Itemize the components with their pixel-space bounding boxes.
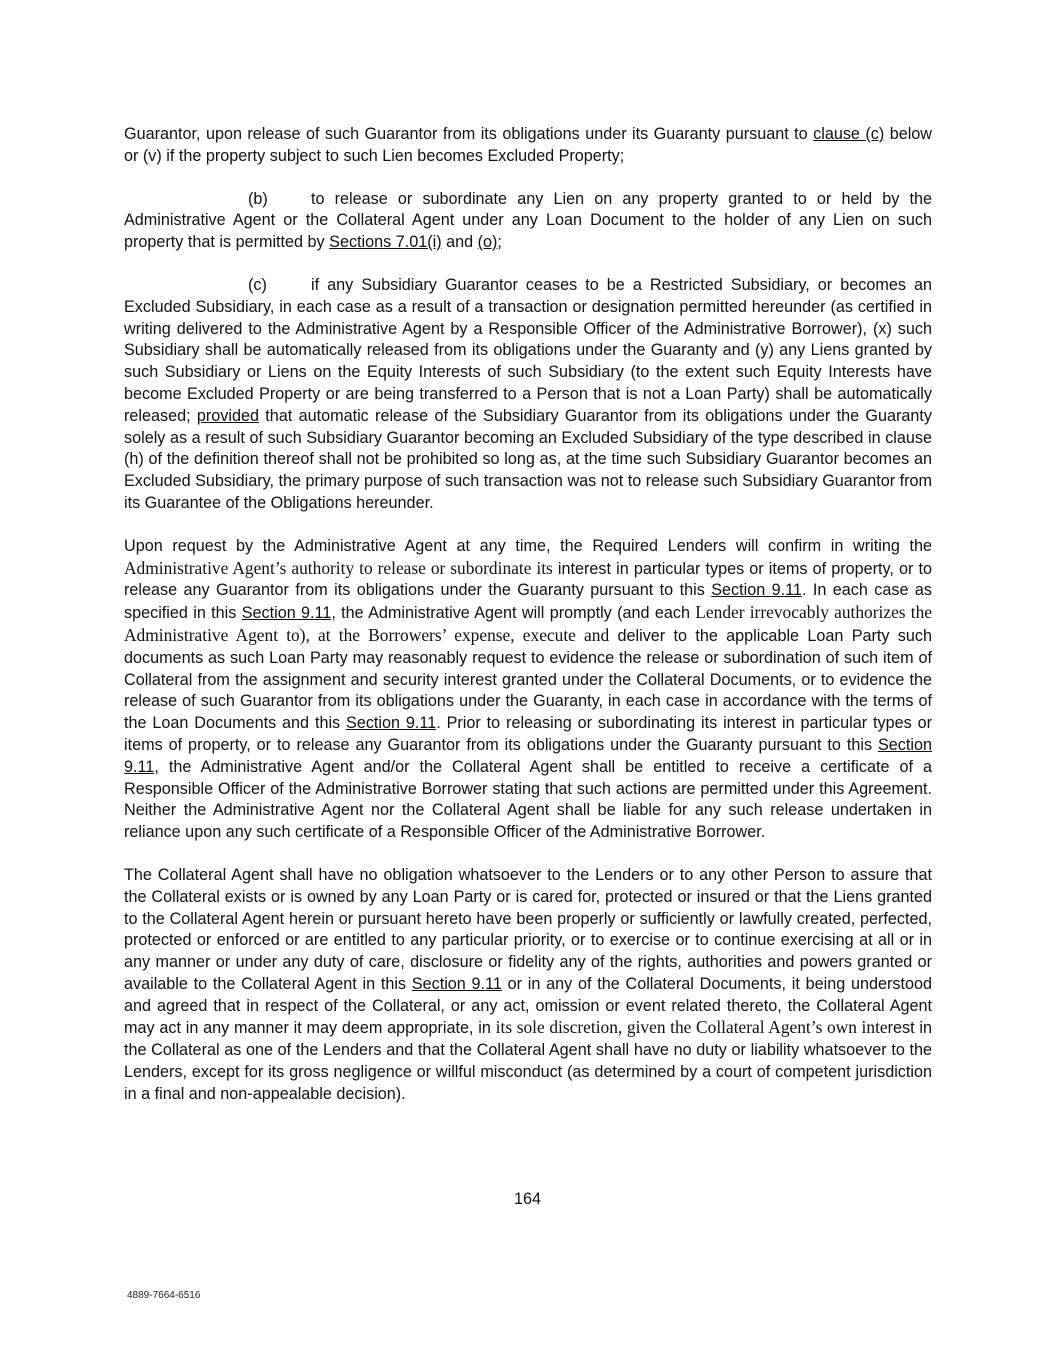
- section-9-11-link[interactable]: Section 9.11: [411, 974, 502, 993]
- text-run: Guarantor, upon release of such Guarantor from its obligations under its Guaranty pursuant to: [124, 125, 814, 143]
- text-run: deliver to the applicable Loan Party such documents as such Loan Party may reasonably request to evidence the release or subordination of such item of Collateral from the assignment and security interest granted under the Collateral Documents, or to evidence the release of such Guarantor from its obligations under the Guaranty, in each case in accordance with the terms of the Loan Documents and this: [124, 626, 932, 733]
- clause-c-link[interactable]: clause (c): [813, 125, 885, 143]
- text-run: rest in the Collateral as one of the Lenders and that the Collateral Agent shall have no duty or liability whatsoever to the Lenders, except for its gross negligence or willful misconduct (as determined by a court of competent jurisdiction in a final and non-appealable decision).: [124, 1019, 932, 1103]
- text-run: below or (v) if the property subject to such Lien becomes Excluded Property;: [124, 125, 932, 165]
- text-run: , the Administrative Agent and/or the Collateral Agent shall be entitled to receive a certificate of a Responsible Officer of the Administrative Borrower stating that such actions are permitted under this Agreement. Neither the Administrative Agent nor the Collateral Agent shall be liable for any such release undertaken in reliance upon any such certificate of a Responsible Officer of the Administrative Borrower.: [124, 757, 932, 842]
- text-run: . In each case as specified in this: [124, 581, 932, 623]
- text-run-serif: its sole discretion, given the Collateral Agent’s own inte: [495, 1017, 888, 1038]
- paragraph-guarantor-release: [124, 124, 932, 168]
- section-9-11-link[interactable]: Section 9.11: [711, 581, 802, 600]
- clause-c-label: (c): [248, 275, 267, 294]
- text-run: interest in particular types or items of property, or to release any Guarantor from its obligations under the Guaranty pursuant to this: [124, 559, 932, 600]
- provided-term: provided: [196, 406, 259, 425]
- paragraph-required-lenders: [124, 536, 932, 844]
- page-number: 164: [513, 1190, 541, 1208]
- text-run: . Prior to releasing or subordinating its interest in particular types or items of property, or to release any Guarantor from its obligations under the Guaranty pursuant to this: [124, 714, 932, 754]
- text-run: if any Subsidiary Guarantor ceases to be a Restricted Subsidiary, or becomes an Excluded Subsidiary, in each case as a result of a transaction or designation permitted hereunder (as certified in writing delivered to the Administrative Agent by a Responsible Officer of the Administrative Borrower), (x) such Subsidiary shall be automatically released from its obligations under the Guaranty and (y) any Liens granted by such Subsidiary or Liens on the Equity Interests of such Subsidiary (to the extent such Equity Interests have become Excluded Property or are being transferred to a Person that is not a Loan Party) shall be automatically released;: [124, 275, 932, 425]
- clause-o-link[interactable]: (o): [477, 233, 498, 252]
- text-run: to release or subordinate any Lien on any property granted to or held by the Administrative Agent or the Collateral Agent under any Loan Document to the holder of any Lien on such property that is permitted by: [124, 189, 932, 252]
- text-run: Upon request by the Administrative Agent at any time, the Required Lenders will confirm in writing the: [124, 536, 932, 555]
- paragraph-collateral-agent: [124, 865, 932, 1106]
- text-run: The Collateral Agent shall have no obligation whatsoever to the Lenders or to any other Person to assure that the Collateral exists or is owned by any Loan Party or is cared for, protected or insured or that the Liens granted to the Collateral Agent herein or pursuant hereto have been properly or sufficiently or lawfully created, perfected, protected or enforced or are entitled to any particular priority, or to exercise or to continue exercising at all or in any manner or under any duty of care, disclosure or fidelity any of the rights, authorities and powers granted or available to the Collateral Agent in this: [124, 865, 932, 993]
- text-run: that automatic release of the Subsidiary Guarantor from its obligations under the Guaranty solely as a result of such Subsidiary Guarantor becoming an Excluded Subsidiary of the type described in clause (h) of the definition thereof shall not be prohibited so long as, at the time such Subsidiary Guarantor becomes an Excluded Subsidiary, the primary purpose of such transaction was not to release such Subsidiary Guarantor from its Guarantee of the Obligations hereunder.: [124, 406, 932, 512]
- clause-b: [124, 189, 932, 254]
- section-9-11-link[interactable]: Section 9.11: [346, 714, 437, 733]
- text-run-serif: Administrative Agent’s authority to release or subordinate its: [124, 557, 553, 578]
- text-run: ;: [497, 233, 502, 252]
- text-run: , the Administrative Agent will promptly (and each: [331, 604, 696, 623]
- document-body: [124, 124, 932, 1127]
- section-9-11-link[interactable]: Section 9.11: [241, 604, 332, 623]
- sections-7-01-i-link[interactable]: Sections 7.01(i): [329, 233, 442, 252]
- text-run-serif: Lender irrevocably authorizes the Administrative Agent to), at the Borrowers’ expense, execute and: [124, 602, 933, 645]
- clause-b-label: (b): [248, 189, 268, 208]
- text-run: and: [441, 233, 478, 252]
- section-9-11-link[interactable]: Section 9.11: [124, 735, 932, 776]
- document-id: 4889-7664-6516: [127, 1290, 201, 1301]
- text-run: or in any of the Collateral Documents, it being understood and agreed that in respect of the Collateral, or any act, omission or event related thereto, the Collateral Agent may act in any manner it may deem appropriate, in: [124, 974, 932, 1038]
- clause-c: [124, 275, 932, 515]
